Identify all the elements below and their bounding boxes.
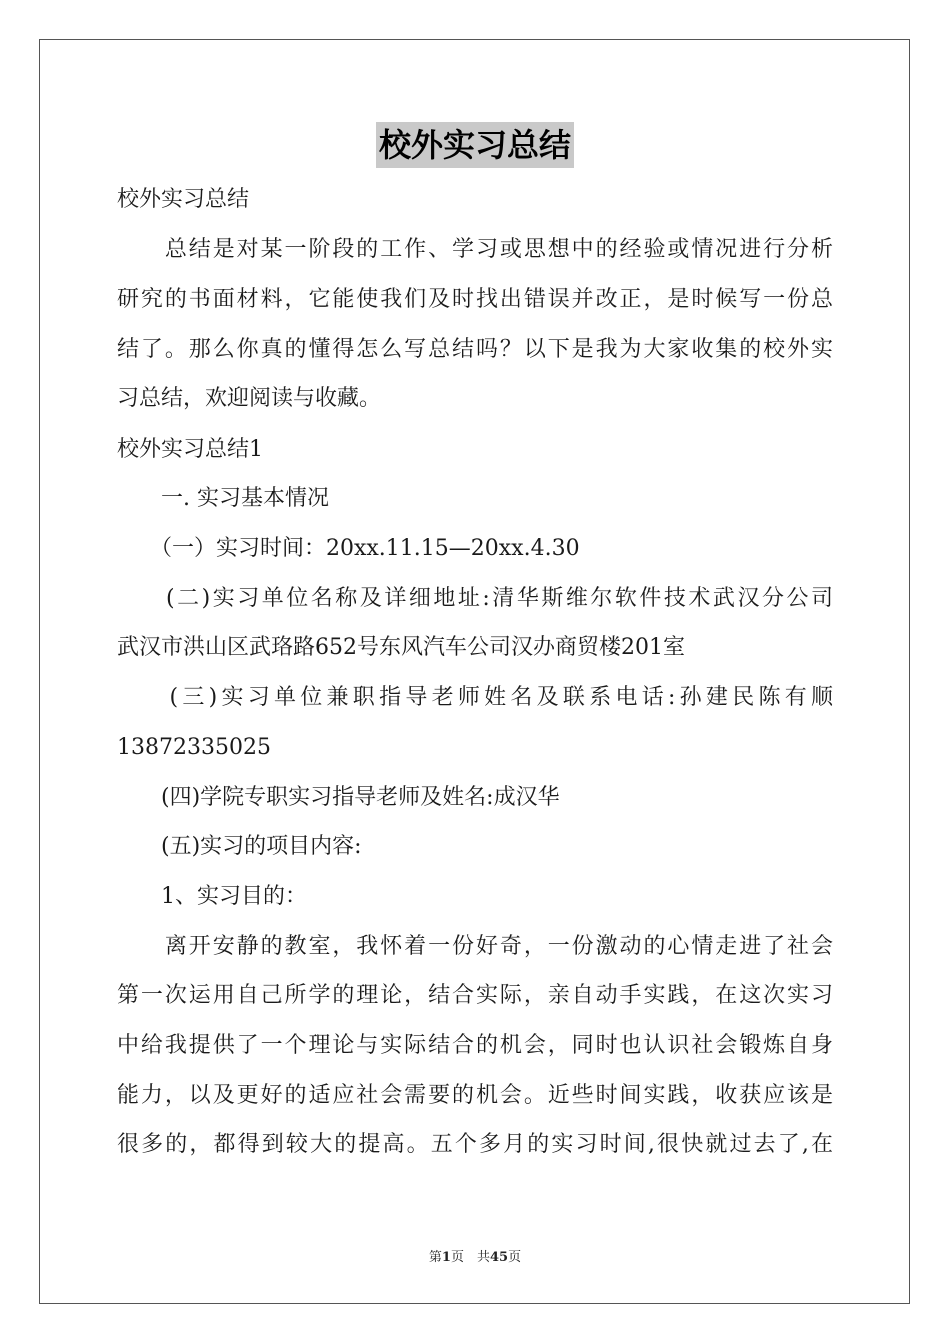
paragraph-line: 总结是对某一阶段的工作、学习或思想中的经验或情况进行分析 — [117, 237, 833, 262]
paragraph-line: 结了。那么你真的懂得怎么写总结吗？以下是我为大家收集的校外实 — [117, 337, 833, 362]
paragraph-line: (二)实习单位名称及详细地址:清华斯维尔软件技术武汉分公司 — [117, 586, 833, 611]
paragraph-line: 1、实习目的： — [117, 884, 307, 909]
paragraph-line: 一. 实习基本情况 — [117, 486, 329, 511]
footer-page-suffix: 页 — [508, 1250, 522, 1265]
paragraph-line: (五)实习的项目内容: — [117, 834, 362, 859]
paragraph-line: (四)学院专职实习指导老师及姓名:成汉华 — [117, 785, 560, 810]
footer-page-mid: 页 共 — [450, 1250, 490, 1265]
footer-page-prefix: 第 — [428, 1250, 442, 1265]
document-title: 校外实习总结 — [376, 122, 574, 168]
page-border — [39, 39, 910, 1304]
paragraph-line: (三)实习单位兼职指导老师姓名及联系电话:孙建民陈有顺 — [117, 685, 833, 710]
footer-page-number: 1 — [441, 1250, 451, 1265]
footer-total-pages: 45 — [489, 1250, 509, 1265]
title-wrap — [0, 122, 950, 168]
paragraph-line: 很多的，都得到较大的提高。五个多月的实习时间,很快就过去了,在 — [117, 1132, 833, 1157]
paragraph-line: 武汉市洪山区武珞路652号东风汽车公司汉办商贸楼201室 — [117, 635, 685, 660]
paragraph-line: 中给我提供了一个理论与实际结合的机会，同时也认识社会锻炼自身 — [117, 1033, 833, 1058]
paragraph-line: 能力，以及更好的适应社会需要的机会。近些时间实践，收获应该是 — [117, 1083, 833, 1108]
paragraph-line: （一）实习时间：20xx.11.15—20xx.4.30 — [117, 536, 580, 561]
paragraph-line: 第一次运用自己所学的理论，结合实际，亲自动手实践，在这次实习 — [117, 983, 833, 1008]
subtitle-line: 校外实习总结 — [117, 187, 250, 212]
paragraph-line: 习总结，欢迎阅读与收藏。 — [117, 386, 382, 411]
paragraph-line: 离开安静的教室，我怀着一份好奇，一份激动的心情走进了社会 — [117, 934, 833, 959]
paragraph-line: 13872335025 — [117, 735, 271, 760]
page-footer — [0, 1246, 950, 1265]
section-heading: 校外实习总结1 — [117, 437, 263, 462]
paragraph-line: 研究的书面材料，它能使我们及时找出错误并改正，是时候写一份总 — [117, 287, 833, 312]
